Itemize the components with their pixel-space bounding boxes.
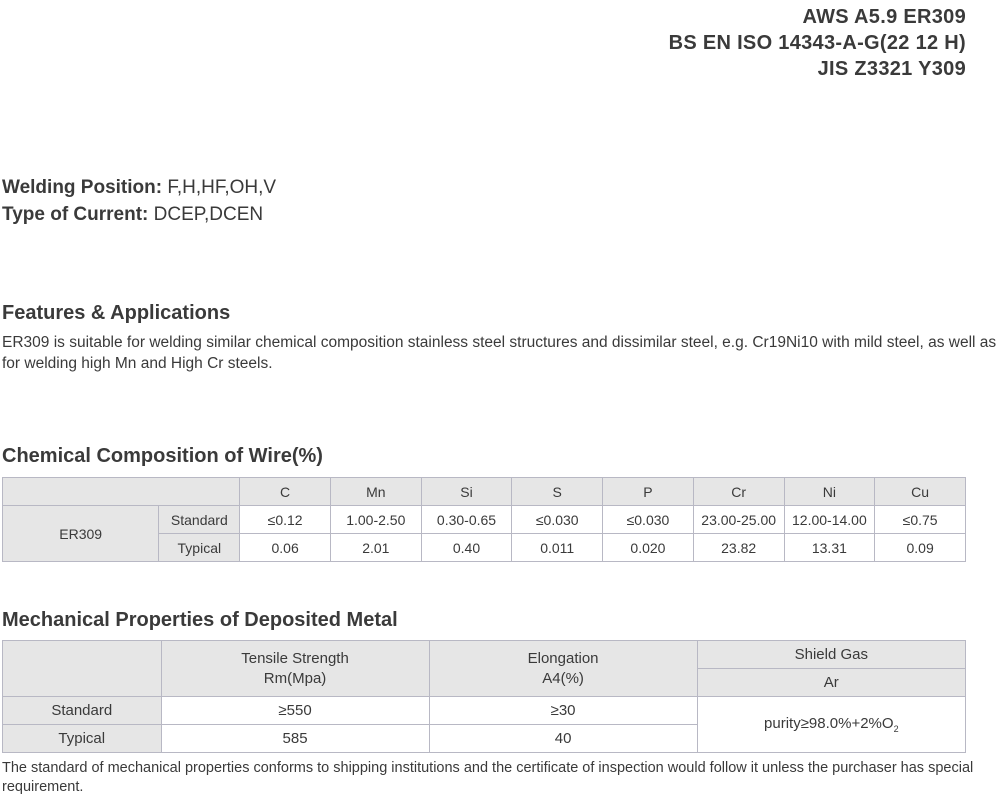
chem-corner-cell: [3, 478, 240, 506]
mech-tensile-line1: Tensile Strength: [241, 649, 349, 667]
mech-col-elongation: [429, 641, 697, 697]
welding-position-value: F,H,HF,OH,V: [162, 177, 277, 198]
welding-position-label: Welding Position:: [2, 177, 163, 198]
mech-purity-text: purity≥98.0%+2%O: [764, 715, 894, 732]
chem-cell: 0.06: [240, 534, 331, 562]
chem-col-mn: Mn: [330, 478, 421, 506]
current-type-label: Type of Current:: [2, 204, 149, 225]
chem-cell: 0.40: [421, 534, 512, 562]
mech-corner-cell: [3, 641, 162, 697]
mech-purity-subscript: 2: [893, 724, 899, 734]
mech-shield-gas-value: Ar: [697, 669, 965, 697]
mech-cell: 585: [161, 725, 429, 753]
chemical-composition-table: [2, 477, 966, 562]
chemical-title: Chemical Composition of Wire(%): [2, 445, 323, 467]
chem-cell: 0.30-0.65: [421, 506, 512, 534]
chem-col-s: S: [512, 478, 603, 506]
chem-col-c: C: [240, 478, 331, 506]
chem-cell: 12.00-14.00: [784, 506, 875, 534]
current-type: [2, 202, 263, 228]
mech-cell: ≥550: [161, 697, 429, 725]
mech-row-label: Typical: [3, 725, 162, 753]
features-text: ER309 is suitable for welding similar chemical composition stainless steel structures and dissimilar steel, e.g. Cr19Ni10 with mild steel, as well as for welding high Mn and High Cr steels.: [2, 334, 997, 372]
chem-cell: 0.09: [875, 534, 966, 562]
chem-cell: ≤0.12: [240, 506, 331, 534]
mech-elongation-line1: Elongation: [527, 649, 599, 667]
chem-grade-cell: ER309: [3, 506, 159, 562]
chem-cell: 0.020: [603, 534, 694, 562]
standard-aws: AWS A5.9 ER309: [802, 6, 966, 28]
mechanical-properties-table: [2, 640, 966, 753]
standard-bs-en-iso: BS EN ISO 14343-A-G(22 12 H): [668, 32, 966, 54]
chem-cell: ≤0.030: [512, 506, 603, 534]
mech-col-tensile: [161, 641, 429, 697]
chem-cell: 23.82: [693, 534, 784, 562]
chem-col-cu: Cu: [875, 478, 966, 506]
chem-row-label: Standard: [159, 506, 240, 534]
standard-jis: JIS Z3321 Y309: [817, 58, 966, 80]
chem-cell: ≤0.030: [603, 506, 694, 534]
mech-col-shield-gas: Shield Gas: [697, 641, 965, 669]
chem-cell: ≤0.75: [875, 506, 966, 534]
mech-standard-row: [3, 697, 966, 725]
mech-header-row-1: [3, 641, 966, 669]
chem-cell: 1.00-2.50: [330, 506, 421, 534]
chem-cell: 13.31: [784, 534, 875, 562]
mech-shield-purity: [697, 697, 965, 753]
chem-header-row: [3, 478, 966, 506]
standards-block: [669, 4, 966, 82]
chem-standard-row: [3, 506, 966, 534]
mech-cell: 40: [429, 725, 697, 753]
chem-col-si: Si: [421, 478, 512, 506]
mech-elongation-line2: A4(%): [542, 669, 584, 687]
chem-col-p: P: [603, 478, 694, 506]
chem-cell: 0.011: [512, 534, 603, 562]
current-type-value: DCEP,DCEN: [148, 204, 264, 225]
mech-row-label: Standard: [3, 697, 162, 725]
chem-col-ni: Ni: [784, 478, 875, 506]
welding-position: [2, 175, 276, 201]
mech-tensile-line2: Rm(Mpa): [263, 669, 327, 687]
mech-cell: ≥30: [429, 697, 697, 725]
chem-col-cr: Cr: [693, 478, 784, 506]
mechanical-title: Mechanical Properties of Deposited Metal: [2, 609, 398, 631]
chem-row-label: Typical: [159, 534, 240, 562]
footnote: The standard of mechanical properties conforms to shipping institutions and the certificate of inspection would follow it unless the purchaser has special requirement.: [2, 760, 974, 795]
chem-cell: 23.00-25.00: [693, 506, 784, 534]
features-title: Features & Applications: [2, 302, 231, 324]
chem-cell: 2.01: [330, 534, 421, 562]
